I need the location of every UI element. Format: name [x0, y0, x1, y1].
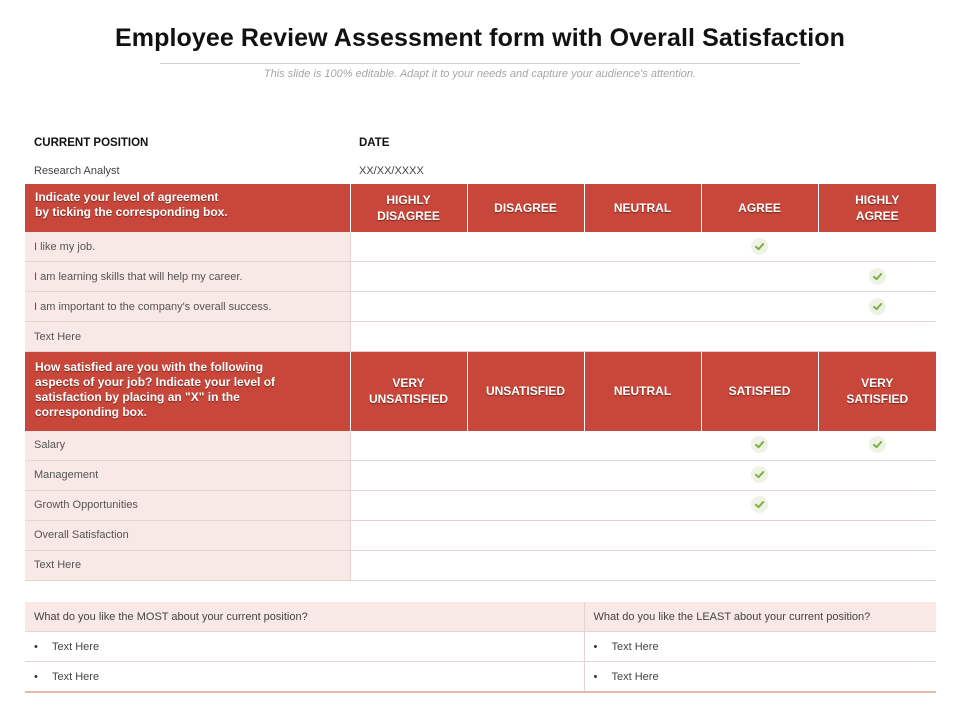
most-liked-answer[interactable] — [25, 632, 584, 662]
check-icon — [751, 436, 768, 453]
answer-text: Text Here — [52, 640, 100, 653]
rating-cell[interactable] — [350, 550, 467, 580]
rating-cell[interactable] — [701, 322, 818, 352]
rating-cell[interactable] — [584, 262, 701, 292]
check-icon — [751, 466, 768, 483]
rating-cell[interactable] — [818, 262, 936, 292]
rating-cell[interactable] — [467, 490, 584, 520]
answer-text: Text Here — [52, 670, 100, 683]
rating-cell[interactable] — [818, 550, 936, 580]
rating-cell[interactable] — [818, 431, 936, 461]
rating-cell[interactable] — [350, 520, 467, 550]
satisfaction-prompt-line: corresponding box. — [35, 405, 148, 419]
rating-cell[interactable] — [701, 431, 818, 461]
rating-cell[interactable] — [350, 322, 467, 352]
aspect-label: Growth Opportunities — [25, 490, 350, 520]
table-row — [25, 232, 936, 262]
table-row — [25, 490, 936, 520]
current-position-value: Research Analyst — [34, 165, 120, 177]
column-header-neutral: NEUTRAL — [584, 184, 701, 232]
aspect-label: Text Here — [25, 550, 350, 580]
table-row — [25, 262, 936, 292]
least-liked-question: What do you like the LEAST about your current position? — [584, 602, 936, 632]
assessment-table — [25, 184, 936, 581]
satisfaction-prompt-line: aspects of your job? Indicate your level of — [35, 375, 276, 389]
rating-cell[interactable] — [701, 520, 818, 550]
aspect-label: Salary — [25, 431, 350, 461]
rating-cell[interactable] — [818, 322, 936, 352]
table-row — [25, 431, 936, 461]
statement-label: I am learning skills that will help my career. — [25, 262, 350, 292]
rating-cell[interactable] — [701, 292, 818, 322]
rating-cell[interactable] — [350, 232, 467, 262]
current-position-label: CURRENT POSITION — [34, 137, 149, 149]
check-icon — [869, 436, 886, 453]
rating-cell[interactable] — [584, 550, 701, 580]
bullet-icon: • — [34, 670, 38, 683]
rating-cell[interactable] — [350, 460, 467, 490]
date-label: DATE — [359, 137, 390, 149]
agreement-prompt — [25, 184, 350, 232]
date-value: XX/XX/XXXX — [359, 165, 424, 177]
title-divider — [160, 63, 800, 64]
rating-cell[interactable] — [701, 550, 818, 580]
column-header-highly-agree: HIGHLY AGREE — [818, 184, 936, 232]
rating-cell[interactable] — [467, 292, 584, 322]
rating-cell[interactable] — [467, 550, 584, 580]
table-row — [25, 322, 936, 352]
agreement-prompt-line: by ticking the corresponding box. — [35, 205, 228, 219]
column-header-agree: AGREE — [701, 184, 818, 232]
rating-cell[interactable] — [701, 232, 818, 262]
answer-text: Text Here — [611, 640, 659, 653]
statement-label: I am important to the company's overall success. — [25, 292, 350, 322]
rating-cell[interactable] — [584, 232, 701, 262]
most-liked-answer[interactable] — [25, 662, 584, 693]
check-icon — [751, 496, 768, 513]
rating-cell[interactable] — [701, 490, 818, 520]
rating-cell[interactable] — [818, 292, 936, 322]
table-row — [25, 292, 936, 322]
rating-cell[interactable] — [701, 460, 818, 490]
rating-cell[interactable] — [467, 431, 584, 461]
bullet-icon: • — [593, 640, 598, 653]
statement-label: I like my job. — [25, 232, 350, 262]
column-header-disagree: DISAGREE — [467, 184, 584, 232]
check-icon — [869, 268, 886, 285]
most-liked-question: What do you like the MOST about your current position? — [25, 602, 584, 632]
column-header-unsatisfied: UNSATISFIED — [467, 352, 584, 431]
table-row — [25, 520, 936, 550]
column-header-very-satisfied: VERY SATISFIED — [818, 352, 936, 431]
comments-header-row — [25, 602, 936, 632]
satisfaction-prompt-line: satisfaction by placing an "X" in the — [35, 390, 240, 404]
rating-cell[interactable] — [467, 232, 584, 262]
rating-cell[interactable] — [584, 490, 701, 520]
satisfaction-prompt — [25, 352, 350, 431]
statement-label: Text Here — [25, 322, 350, 352]
page-title: Employee Review Assessment form with Overall Satisfaction — [114, 24, 846, 52]
aspect-label: Overall Satisfaction — [25, 520, 350, 550]
column-header-highly-disagree: HIGHLY DISAGREE — [350, 184, 467, 232]
rating-cell[interactable] — [350, 431, 467, 461]
page-subtitle: This slide is 100% editable. Adapt it to your needs and capture your audience's attention. — [263, 68, 697, 80]
rating-cell[interactable] — [584, 292, 701, 322]
satisfaction-prompt-line: How satisfied are you with the following — [35, 360, 264, 374]
rating-cell[interactable] — [350, 490, 467, 520]
column-header-neutral: NEUTRAL — [584, 352, 701, 431]
table-row — [25, 632, 936, 662]
rating-cell[interactable] — [467, 520, 584, 550]
aspect-label: Management — [25, 460, 350, 490]
answer-text: Text Here — [611, 670, 659, 683]
rating-cell[interactable] — [818, 460, 936, 490]
rating-cell[interactable] — [467, 460, 584, 490]
least-liked-answer[interactable] — [584, 632, 936, 662]
comments-table — [25, 602, 936, 693]
agreement-header-row — [25, 184, 936, 232]
rating-cell[interactable] — [584, 322, 701, 352]
rating-cell[interactable] — [701, 262, 818, 292]
table-row — [25, 550, 936, 580]
column-header-satisfied: SATISFIED — [701, 352, 818, 431]
table-row — [25, 662, 936, 693]
rating-cell[interactable] — [818, 520, 936, 550]
agreement-prompt-line: Indicate your level of agreement — [35, 190, 219, 204]
least-liked-answer[interactable] — [584, 662, 936, 693]
bullet-icon: • — [34, 640, 38, 653]
column-header-very-unsatisfied: VERY UNSATISFIED — [350, 352, 467, 431]
check-icon — [751, 238, 768, 255]
bullet-icon: • — [593, 670, 598, 683]
rating-cell[interactable] — [584, 431, 701, 461]
rating-cell[interactable] — [350, 262, 467, 292]
check-icon — [869, 298, 886, 315]
rating-cell[interactable] — [584, 460, 701, 490]
rating-cell[interactable] — [818, 232, 936, 262]
table-row — [25, 460, 936, 490]
satisfaction-header-row — [25, 352, 936, 431]
rating-cell[interactable] — [350, 292, 467, 322]
rating-cell[interactable] — [467, 262, 584, 292]
rating-cell[interactable] — [467, 322, 584, 352]
rating-cell[interactable] — [818, 490, 936, 520]
rating-cell[interactable] — [584, 520, 701, 550]
